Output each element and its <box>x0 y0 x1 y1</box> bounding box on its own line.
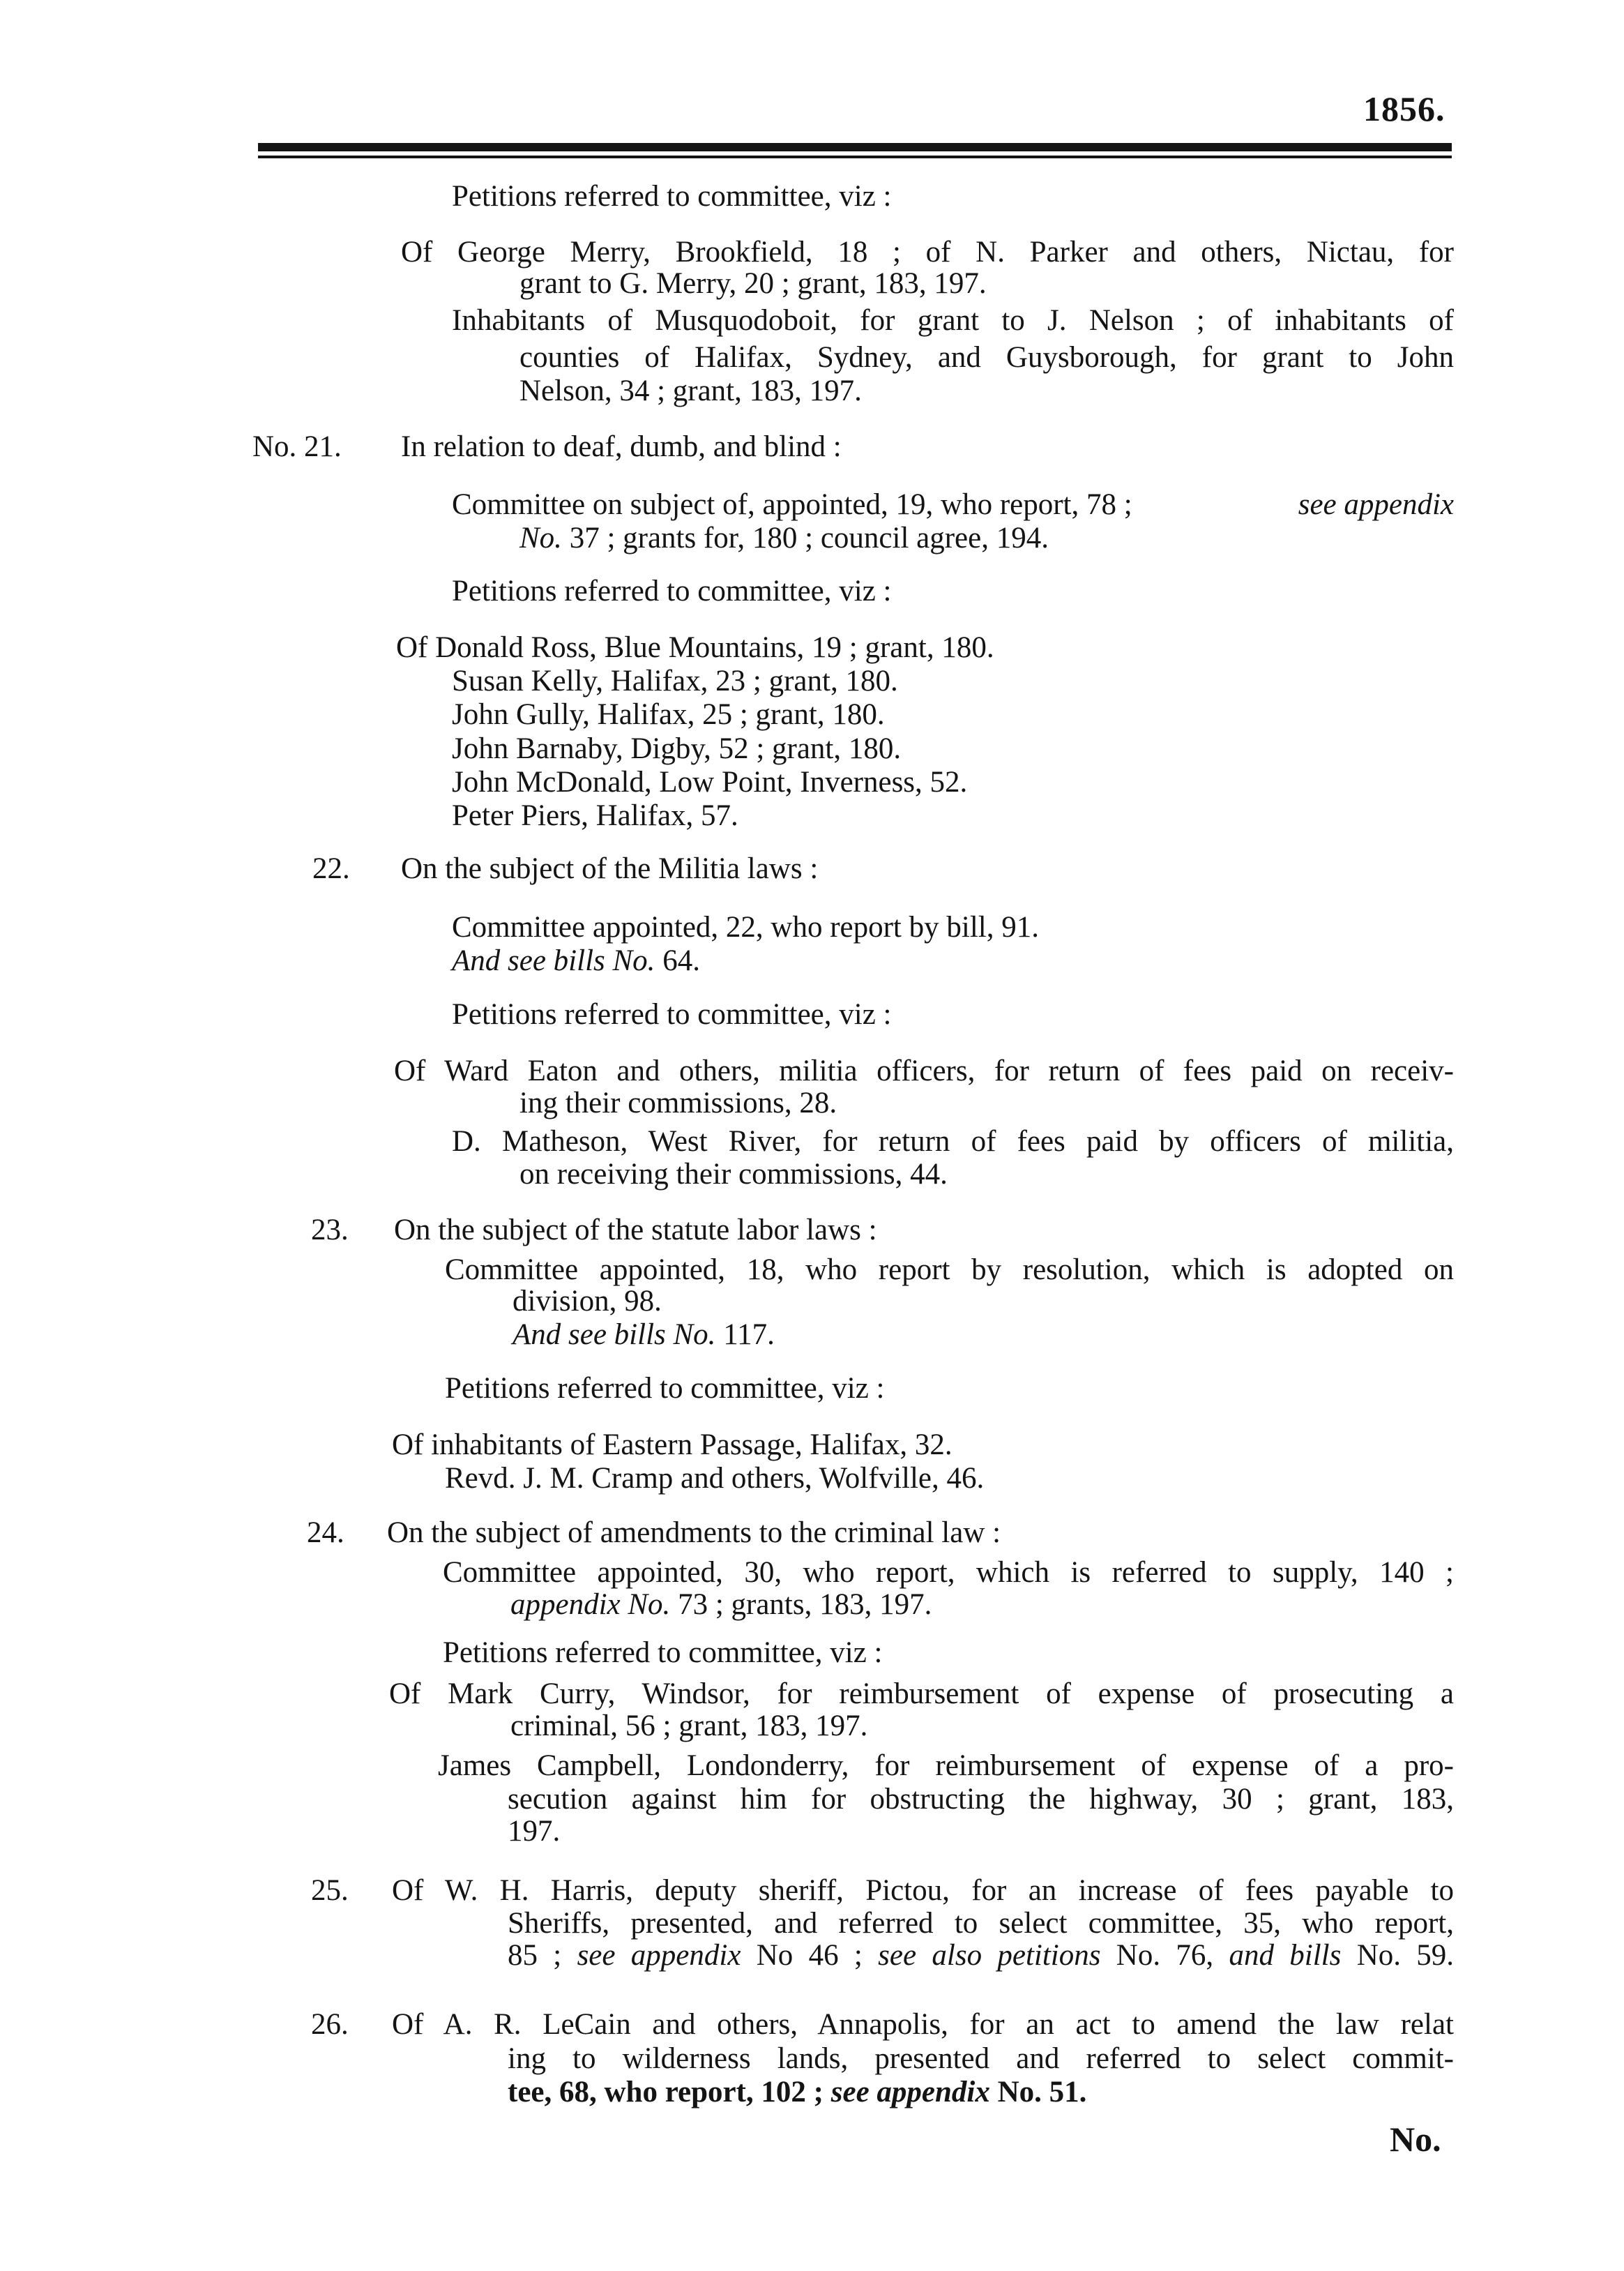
text-segment: Committee on subject of, appointed, 19, who report, 78 ; <box>452 488 1132 521</box>
item-number: No. 21. <box>252 430 342 463</box>
text-segment: No. 76, <box>1116 1939 1214 1972</box>
text-segment: 37 ; grants for, 180 ; council agree, 194. <box>569 522 1049 554</box>
text-line: Of George Merry, Brookfield, 18 ; of N. Parker and others, Nictau, for <box>401 236 1454 269</box>
text-line: Of W. H. Harris, deputy sheriff, Pictou, for an increase of fees payable to <box>392 1874 1454 1907</box>
text-line <box>508 1939 1454 1972</box>
text-segment-italic: see appendix <box>830 2076 990 2108</box>
text-segment-italic: and bills <box>1229 1939 1342 1972</box>
header-rule-thin <box>258 156 1452 158</box>
text-line: Susan Kelly, Halifax, 23 ; grant, 180. <box>452 665 898 697</box>
text-line: Committee appointed, 30, who report, which is referred to supply, 140 ; <box>443 1556 1454 1589</box>
catchword: No. <box>1390 2120 1441 2159</box>
text-line: Of inhabitants of Eastern Passage, Halifax, 32. <box>392 1428 953 1461</box>
text-line: ing to wilderness lands, presented and referred to select commit- <box>508 2042 1454 2075</box>
text-segment-italic: No. <box>519 522 562 554</box>
item-number: 26. <box>311 2008 349 2041</box>
text-segment: 64. <box>662 944 700 977</box>
text-line: Petitions referred to committee, viz : <box>445 1372 885 1405</box>
text-line: Petitions referred to committee, viz : <box>452 998 892 1031</box>
text-segment: No. 59. <box>1356 1939 1455 1972</box>
text-line: Committee appointed, 22, who report by bill, 91. <box>452 911 1039 944</box>
text-segment: No 46 ; <box>756 1939 863 1972</box>
text-segment: No. 51. <box>997 2076 1087 2108</box>
text-line: Of Donald Ross, Blue Mountains, 19 ; grant, 180. <box>396 631 994 664</box>
text-segment: 117. <box>723 1318 775 1351</box>
text-segment: tee, 68, who report, 102 ; <box>508 2076 824 2108</box>
item-heading: On the subject of the Militia laws : <box>401 852 819 885</box>
text-line: John McDonald, Low Point, Inverness, 52. <box>452 766 968 799</box>
text-line: Peter Piers, Halifax, 57. <box>452 799 738 832</box>
text-line <box>510 1588 932 1622</box>
text-line: secution against him for obstructing the highway, 30 ; grant, 183, <box>508 1783 1454 1816</box>
item-number: 24. <box>307 1516 344 1549</box>
text-segment: 85 ; <box>508 1939 562 1972</box>
item-number: 25. <box>311 1874 349 1907</box>
text-segment: 73 ; grants, 183, 197. <box>678 1588 932 1621</box>
text-line: Of Ward Eaton and others, militia officers, for return of fees paid on receiv- <box>394 1055 1454 1087</box>
text-line: counties of Halifax, Sydney, and Guysborough, for grant to John <box>519 341 1454 374</box>
text-line: Petitions referred to committee, viz : <box>452 575 892 608</box>
text-line: Sheriffs, presented, and referred to select committee, 35, who report, <box>508 1907 1454 1940</box>
page-year: 1856. <box>1363 89 1445 128</box>
text-line: John Barnaby, Digby, 52 ; grant, 180. <box>452 732 902 765</box>
text-segment-italic: appendix No. <box>510 1588 671 1621</box>
text-line: Revd. J. M. Cramp and others, Wolfville, 46. <box>445 1462 985 1495</box>
text-line <box>452 488 1454 522</box>
text-line: criminal, 56 ; grant, 183, 197. <box>510 1710 868 1742</box>
text-line: Petitions referred to committee, viz : <box>452 180 892 213</box>
text-segment-italic: And see bills No. <box>513 1318 716 1351</box>
text-line: division, 98. <box>513 1285 662 1318</box>
text-line: Nelson, 34 ; grant, 183, 197. <box>519 375 862 407</box>
text-line <box>452 944 700 978</box>
text-line: Committee appointed, 18, who report by resolution, which is adopted on <box>445 1253 1454 1286</box>
text-line: James Campbell, Londonderry, for reimbursement of expense of a pro- <box>438 1749 1454 1782</box>
text-segment-italic: see appendix <box>1298 488 1454 521</box>
header-rule-thick <box>258 143 1452 151</box>
text-line: on receiving their commissions, 44. <box>519 1158 948 1191</box>
text-line <box>508 2076 1086 2109</box>
text-line: Inhabitants of Musquodoboit, for grant to J. Nelson ; of inhabitants of <box>452 304 1454 337</box>
text-segment-italic: see appendix <box>577 1939 741 1972</box>
text-line: John Gully, Halifax, 25 ; grant, 180. <box>452 698 885 731</box>
item-heading: On the subject of the statute labor laws : <box>394 1214 877 1246</box>
text-line: ing their commissions, 28. <box>519 1087 837 1119</box>
text-line: grant to G. Merry, 20 ; grant, 183, 197. <box>519 267 987 300</box>
text-line <box>513 1318 775 1352</box>
text-line: Petitions referred to committee, viz : <box>443 1636 883 1669</box>
item-heading: In relation to deaf, dumb, and blind : <box>401 430 842 463</box>
text-line <box>519 522 1049 555</box>
text-segment-italic: And see bills No. <box>452 944 655 977</box>
text-line: Of Mark Curry, Windsor, for reimbursement of expense of prosecuting a <box>389 1677 1454 1710</box>
text-line: Of A. R. LeCain and others, Annapolis, for an act to amend the law relat <box>392 2008 1454 2041</box>
item-heading: On the subject of amendments to the criminal law : <box>387 1516 1001 1549</box>
text-line: D. Matheson, West River, for return of fees paid by officers of militia, <box>452 1125 1454 1158</box>
item-number: 23. <box>311 1214 349 1246</box>
item-number: 22. <box>312 852 350 885</box>
text-line: 197. <box>508 1815 561 1848</box>
text-segment-italic: see also petitions <box>878 1939 1101 1972</box>
